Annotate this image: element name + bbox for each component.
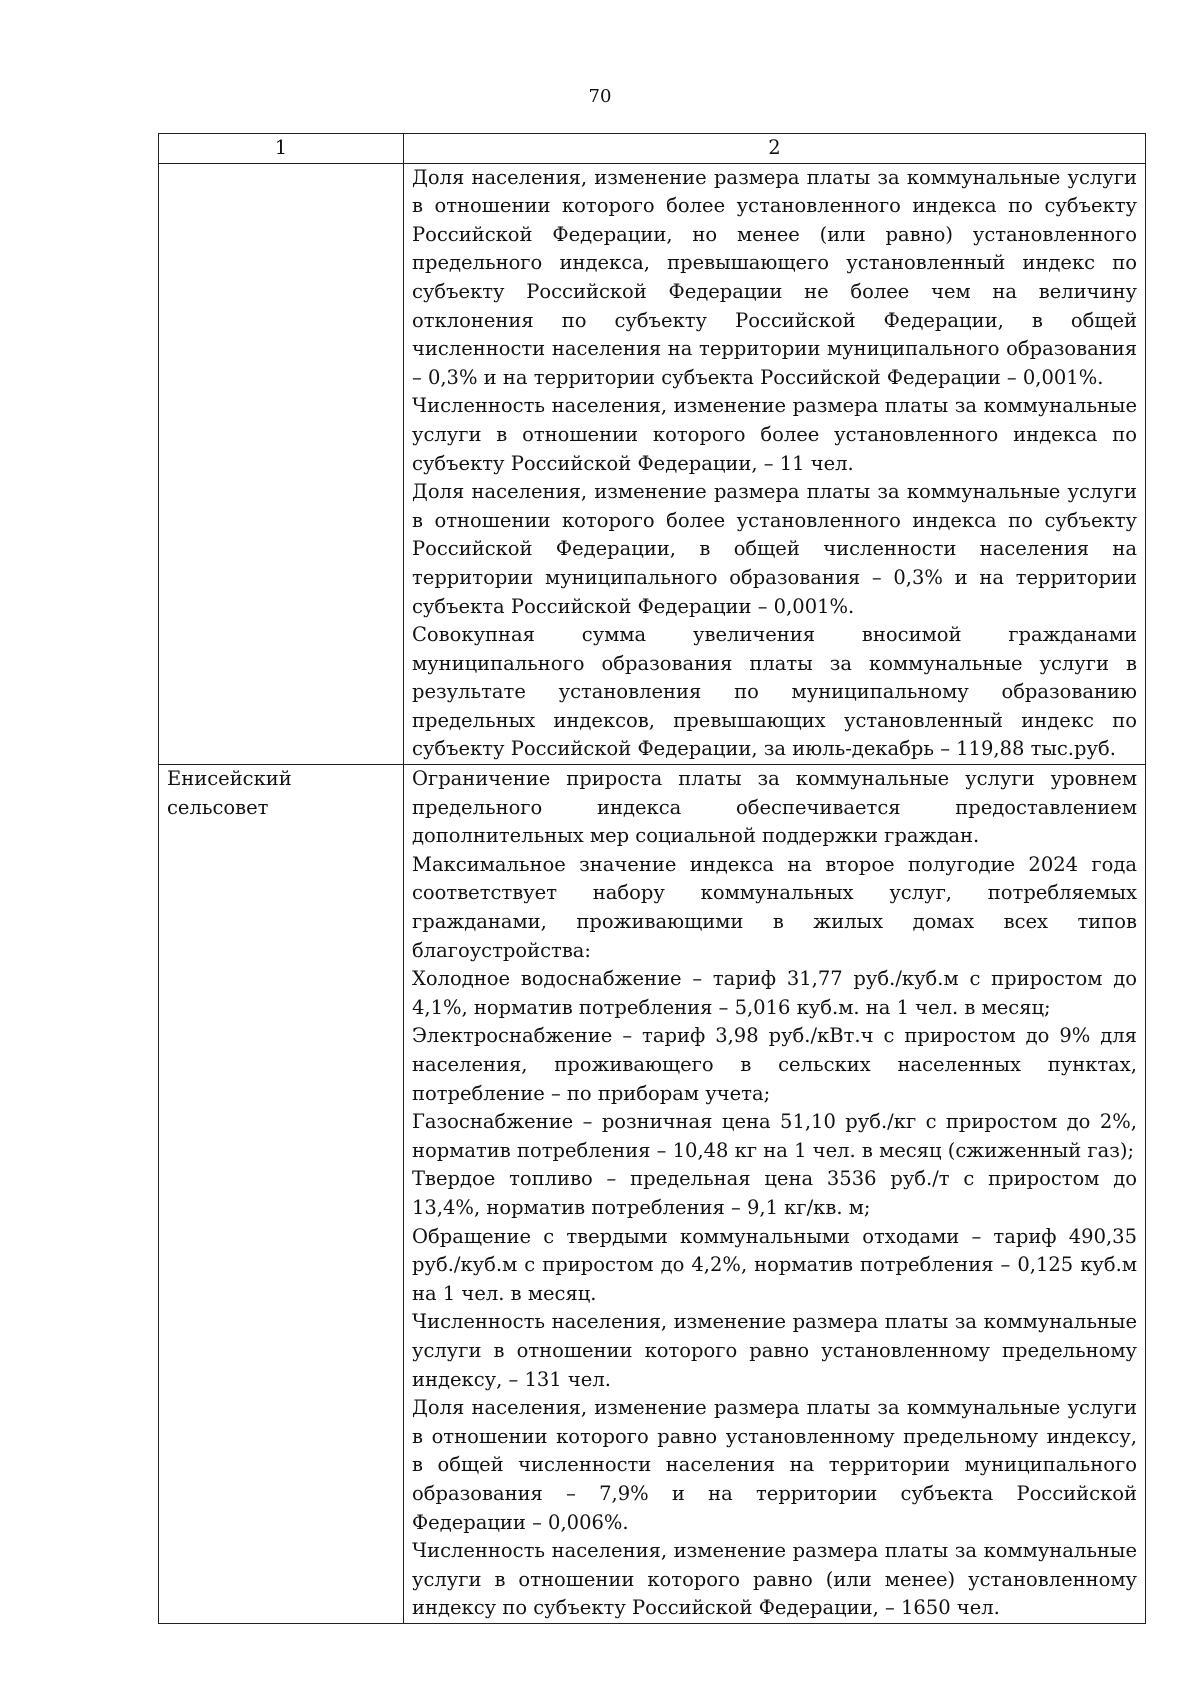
paragraph: Электроснабжение – тариф 3,98 руб./кВт.ч с приростом до 9% для населения, проживающего в сельских населенных пунктах, потребление – по приборам учета; [412,1024,1137,1105]
paragraph: Численность населения, изменение размера платы за коммунальные услуги в отношении которого более установленного индекса по субъекту Российской Федерации, – 11 чел. [412,394,1137,475]
paragraph: Максимальное значение индекса на второе полугодие 2024 года соответствует набору коммунальных услуг, потребляемых гражданами, проживающими в жилых домах всех типов благоустройства: [412,852,1137,962]
description-cell [404,163,1146,764]
paragraph: Холодное водоснабжение – тариф 31,77 руб./куб.м с приростом до 4,1%, норматив потребления – 5,016 куб.м. на 1 чел. в месяц; [412,967,1137,1019]
column-header: 2 [404,134,1146,164]
paragraph: Доля населения, изменение размера платы за коммунальные услуги в отношении которого более установленного индекса по субъекту Российской Федерации, в общей численности населения на территории муниципального образования – 0,3% и на территории субъекта Российской Федерации – 0,001%. [412,480,1137,618]
page-number: 70 [588,86,612,107]
column-header: 1 [159,134,404,164]
paragraph: Совокупная сумма увеличения вносимой гражданами муниципального образования платы за коммунальные услуги в результате установления по муниципальному образованию предельных индексов, превышающих установленный индекс по субъекту Российской Федерации, за июль-декабрь – 119,88 тыс.руб. [412,623,1137,761]
table-row [159,163,1146,764]
table-header-row [159,134,1146,164]
description-cell [404,765,1146,1624]
territory-cell [159,163,404,764]
territory-cell: Енисейский сельсовет [159,765,404,1624]
paragraph: Ограничение прироста платы за коммунальные услуги уровнем предельного индекса обеспечивается предоставлением дополнительных мер социальной поддержки граждан. [412,767,1137,848]
data-table [158,133,1146,1624]
paragraph: Газоснабжение – розничная цена 51,10 руб./кг с приростом до 2%, норматив потребления – 10,48 кг на 1 чел. в месяц (сжиженный газ); [412,1110,1137,1162]
paragraph: Твердое топливо – предельная цена 3536 руб./т с приростом до 13,4%, норматив потребления – 9,1 кг/кв. м; [412,1167,1137,1219]
paragraph: Численность населения, изменение размера платы за коммунальные услуги в отношении которого равно (или менее) установленному индексу по субъекту Российской Федерации, – 1650 чел. [412,1539,1137,1620]
paragraph: Численность населения, изменение размера платы за коммунальные услуги в отношении которого равно установленному предельному индексу, – 131 чел. [412,1310,1137,1391]
table-row [159,765,1146,1624]
paragraph: Обращение с твердыми коммунальными отходами – тариф 490,35 руб./куб.м с приростом до 4,2%, норматив потребления – 0,125 куб.м на 1 чел. в месяц. [412,1224,1137,1305]
paragraph: Доля населения, изменение размера платы за коммунальные услуги в отношении которого более установленного индекса по субъекту Российской Федерации, но менее (или равно) установленного предельного индекса, превышающего установленный индекс по субъекту Российской Федерации не более чем на величину отклонения по субъекту Российской Федерации, в общей численности населения на территории муниципального образования – 0,3% и на территории субъекта Российской Федерации – 0,001%. [412,165,1137,389]
paragraph: Доля населения, изменение размера платы за коммунальные услуги в отношении которого равно установленному предельному индексу, в общей численности населения на территории муниципального образования – 7,9% и на территории субъекта Российской Федерации – 0,006%. [412,1396,1137,1534]
